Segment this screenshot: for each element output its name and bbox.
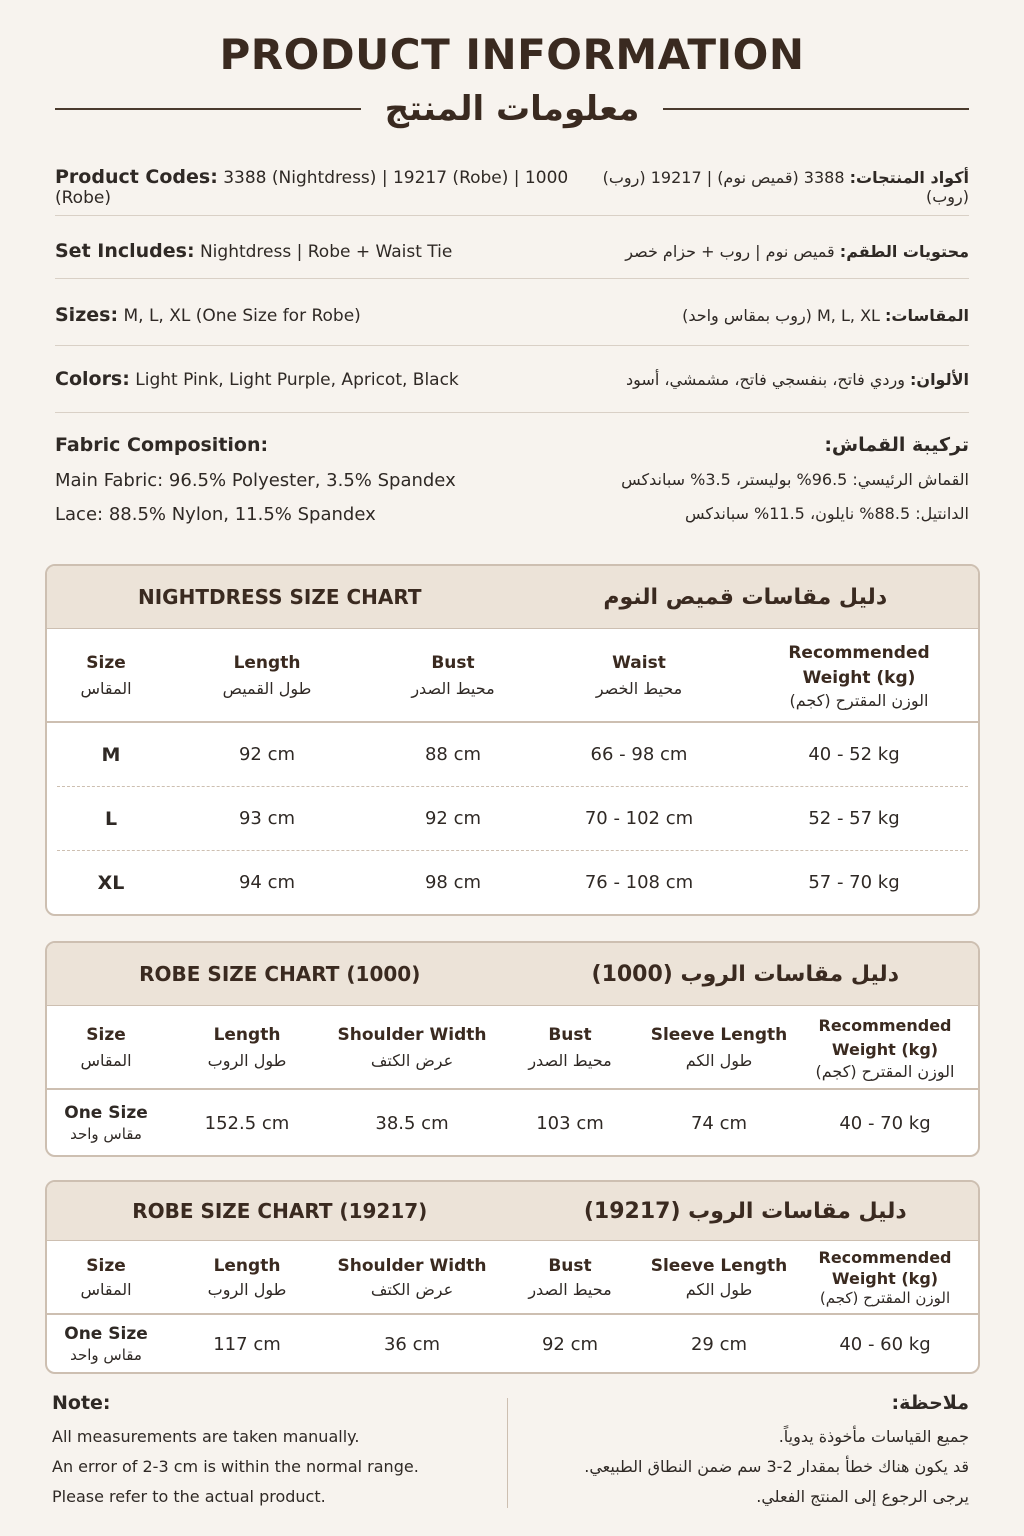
product-codes-label-ar: أكواد المنتجات: xyxy=(849,168,969,187)
note-line-ar: يرجى الرجوع إلى المنتج الفعلي. xyxy=(756,1487,969,1506)
table-cell: 36 cm xyxy=(383,1333,441,1355)
table-cell: L xyxy=(104,807,118,830)
table-row xyxy=(47,1315,978,1373)
column-header: Bust محيط الصدر xyxy=(528,1255,612,1299)
colors-row xyxy=(55,364,969,394)
product-codes-row xyxy=(55,166,969,208)
robe-19217-chart-title: ROBE SIZE CHART (19217) xyxy=(132,1199,428,1223)
table-row xyxy=(57,723,968,787)
column-header: Length طول القميص xyxy=(222,652,312,698)
colors-label: Colors: xyxy=(55,368,130,390)
separator xyxy=(55,412,969,413)
table-cell: 52 - 57 kg xyxy=(808,808,900,829)
page-title: PRODUCT INFORMATION xyxy=(219,30,805,79)
robe-1000-chart-title: ROBE SIZE CHART (1000) xyxy=(139,962,421,986)
size-cell: One Size مقاس واحد xyxy=(64,1103,148,1143)
product-codes-label: Product Codes: xyxy=(55,166,218,188)
table-cell: 40 - 52 kg xyxy=(808,744,900,765)
note-line: An error of 2-3 cm is within the normal range. xyxy=(52,1457,419,1476)
product-codes-value: 3388 (Nightdress) | 19217 (Robe) | 1000 (Robe) xyxy=(55,168,569,208)
sizes-row xyxy=(55,300,969,330)
table-cell: 92 cm xyxy=(238,744,296,765)
column-header: Recommended Weight (kg) الوزن المقترح (كجم) xyxy=(815,1015,955,1081)
column-header: Size المقاس xyxy=(80,652,132,698)
product-codes-value-ar: 3388 (قميص نوم) | 19217 (روب) (روب) xyxy=(602,168,969,206)
column-header: Bust محيط الصدر xyxy=(528,1024,612,1070)
set-includes-label-ar: محتويات الطقم: xyxy=(839,241,969,261)
column-header: Size المقاس xyxy=(80,1255,132,1299)
table-cell: 103 cm xyxy=(536,1112,604,1134)
column-header: Waist محيط الخصر xyxy=(595,652,683,698)
fabric-main-ar: القماش الرئيسي: 96.5% بوليستر، 3.5% سباندكس xyxy=(621,470,969,489)
sizes-label: Sizes: xyxy=(55,304,119,326)
table-cell: 88 cm xyxy=(424,744,482,765)
fabric-lace: Lace: 88.5% Nylon, 11.5% Spandex xyxy=(55,504,376,525)
table-cell: 93 cm xyxy=(238,808,296,829)
sizes-value: M, L, XL (One Size for Robe) xyxy=(123,306,361,326)
nightdress-chart-title: NIGHTDRESS SIZE CHART xyxy=(137,585,422,609)
column-header: Bust محيط الصدر xyxy=(411,652,495,698)
table-row xyxy=(57,851,968,914)
fabric-label: Fabric Composition: xyxy=(55,434,269,456)
notes-divider xyxy=(507,1398,508,1508)
note-line-ar: قد يكون هناك خطأ بمقدار 2-3 سم ضمن النطاق الطبيعي. xyxy=(584,1457,969,1476)
table-cell: 66 - 98 cm xyxy=(590,744,688,765)
table-cell: 70 - 102 cm xyxy=(584,808,694,829)
set-includes-value-ar: قميص نوم | روب + حزام خصر xyxy=(625,241,835,261)
colors-label-ar: الألوان: xyxy=(910,369,969,389)
note-label: Note: xyxy=(52,1392,111,1414)
nightdress-chart-header xyxy=(47,566,978,629)
page-title-arabic: معلومات المنتج xyxy=(384,89,640,129)
separator xyxy=(55,215,969,216)
column-header: Length طول الروب xyxy=(207,1024,287,1070)
nightdress-chart-title-ar: دليل مقاسات قميص النوم xyxy=(603,584,888,610)
column-header: Length طول الروب xyxy=(207,1255,287,1299)
sizes-label-ar: المقاسات: xyxy=(885,305,969,325)
table-cell: 92 cm xyxy=(424,808,482,829)
table-row xyxy=(47,1090,978,1156)
note-arabic xyxy=(529,1392,969,1512)
robe-1000-chart-header xyxy=(47,943,978,1006)
table-cell: 40 - 60 kg xyxy=(839,1333,931,1355)
table-cell: 40 - 70 kg xyxy=(839,1112,931,1134)
note-line-ar: جميع القياسات مأخوذة يدوياً. xyxy=(778,1427,969,1446)
table-cell: 57 - 70 kg xyxy=(808,872,900,893)
note-line: All measurements are taken manually. xyxy=(52,1427,360,1446)
robe-1000-chart-title-ar: دليل مقاسات الروب (1000) xyxy=(591,961,899,987)
column-header: Sleeve Length طول الكم xyxy=(650,1024,788,1070)
robe-1000-size-chart xyxy=(45,941,980,1157)
table-cell: 117 cm xyxy=(213,1333,281,1355)
table-cell: 29 cm xyxy=(690,1333,748,1355)
table-cell: 92 cm xyxy=(541,1333,599,1355)
nightdress-column-headers xyxy=(47,629,978,723)
table-cell: 94 cm xyxy=(238,872,296,893)
note-label-ar: ملاحظة: xyxy=(891,1392,969,1414)
robe-19217-chart-header xyxy=(47,1182,978,1241)
fabric-label-ar: تركيبة القماش: xyxy=(824,434,969,456)
note-english xyxy=(52,1392,492,1512)
table-cell: 76 - 108 cm xyxy=(584,872,694,893)
robe-19217-column-headers xyxy=(47,1241,978,1315)
fabric-composition xyxy=(55,434,969,534)
set-includes-value: Nightdress | Robe + Waist Tie xyxy=(199,242,453,262)
note-line: Please refer to the actual product. xyxy=(52,1487,326,1506)
set-includes-row xyxy=(55,236,969,266)
table-cell: 38.5 cm xyxy=(375,1112,449,1134)
robe-19217-chart-title-ar: دليل مقاسات الروب (19217) xyxy=(583,1198,907,1224)
column-header: Recommended Weight (kg) الوزن المقترح (كجم) xyxy=(818,1248,952,1307)
table-cell: 152.5 cm xyxy=(204,1112,290,1134)
nightdress-size-chart xyxy=(45,564,980,916)
subtitle-row xyxy=(55,86,969,132)
fabric-main: Main Fabric: 96.5% Polyester, 3.5% Spandex xyxy=(55,470,456,491)
colors-value: Light Pink, Light Purple, Apricot, Black xyxy=(135,370,459,390)
table-row xyxy=(57,787,968,851)
separator xyxy=(55,278,969,279)
divider-left xyxy=(55,108,361,110)
table-cell: M xyxy=(101,743,121,766)
table-cell: XL xyxy=(97,871,125,894)
column-header: Size المقاس xyxy=(80,1024,132,1070)
robe-19217-size-chart xyxy=(45,1180,980,1374)
table-cell: 74 cm xyxy=(690,1112,748,1134)
notes-section xyxy=(52,1392,969,1512)
robe-1000-column-headers xyxy=(47,1006,978,1090)
separator xyxy=(55,345,969,346)
set-includes-label: Set Includes: xyxy=(55,240,195,262)
table-cell: 98 cm xyxy=(424,872,482,893)
size-cell: One Size مقاس واحد xyxy=(64,1324,148,1364)
fabric-lace-ar: الدانتيل: 88.5% نايلون، 11.5% سباندكس xyxy=(684,504,969,523)
column-header: Shoulder Width عرض الكتف xyxy=(337,1255,487,1299)
column-header: Shoulder Width عرض الكتف xyxy=(337,1024,487,1070)
column-header: Recommended Weight (kg) الوزن المقترح (كجم) xyxy=(788,642,930,710)
column-header: Sleeve Length طول الكم xyxy=(650,1255,788,1299)
colors-value-ar: وردي فاتح، بنفسجي فاتح، مشمشي، أسود xyxy=(626,369,905,389)
sizes-value-ar: M, L, XL (روب بمقاس واحد) xyxy=(682,305,880,325)
divider-right xyxy=(663,108,969,110)
